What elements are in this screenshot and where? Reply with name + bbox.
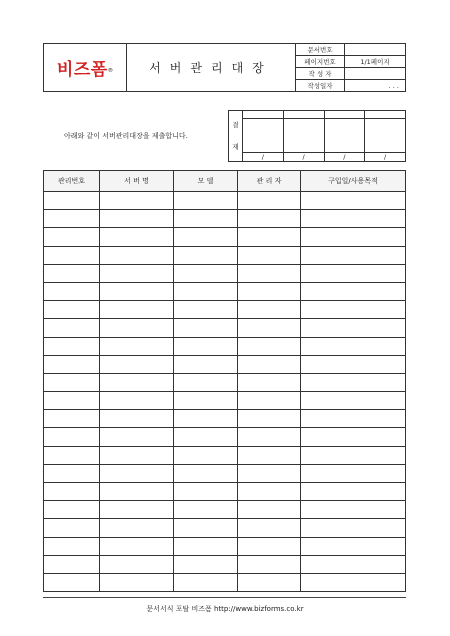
- table-cell[interactable]: [174, 501, 238, 519]
- table-cell[interactable]: [238, 264, 301, 282]
- table-row: [44, 337, 406, 355]
- meta-value-date[interactable]: . . .: [345, 80, 406, 92]
- table-cell[interactable]: [44, 319, 100, 337]
- table-row: [44, 319, 406, 337]
- table-cell[interactable]: [100, 446, 174, 464]
- table-cell[interactable]: [174, 464, 238, 482]
- table-cell[interactable]: [100, 264, 174, 282]
- meta-value-author[interactable]: [345, 68, 406, 80]
- table-cell[interactable]: [301, 410, 406, 428]
- table-cell[interactable]: [174, 246, 238, 264]
- table-cell[interactable]: [100, 392, 174, 410]
- table-cell[interactable]: [44, 192, 100, 210]
- title-cell: [127, 44, 296, 92]
- table-cell[interactable]: [100, 519, 174, 537]
- table-row: [44, 410, 406, 428]
- table-cell[interactable]: [44, 228, 100, 246]
- approval-date-1[interactable]: /: [243, 153, 284, 162]
- table-cell[interactable]: [100, 537, 174, 555]
- table-cell[interactable]: [174, 410, 238, 428]
- table-cell[interactable]: [238, 446, 301, 464]
- table-cell[interactable]: [174, 519, 238, 537]
- approver-sign-3[interactable]: [324, 119, 365, 153]
- table-cell[interactable]: [44, 355, 100, 373]
- table-cell[interactable]: [238, 428, 301, 446]
- table-cell[interactable]: [100, 573, 174, 591]
- table-cell[interactable]: [238, 337, 301, 355]
- table-cell[interactable]: [44, 282, 100, 300]
- table-cell[interactable]: [100, 192, 174, 210]
- table-cell[interactable]: [238, 501, 301, 519]
- table-cell[interactable]: [174, 228, 238, 246]
- approval-date-4[interactable]: /: [365, 153, 406, 162]
- table-cell[interactable]: [100, 228, 174, 246]
- table-cell[interactable]: [301, 192, 406, 210]
- meta-label: 작성일자: [296, 80, 345, 92]
- table-cell[interactable]: [174, 337, 238, 355]
- table-cell[interactable]: [100, 210, 174, 228]
- table-cell[interactable]: [44, 301, 100, 319]
- server-list-table: [43, 170, 406, 592]
- table-cell[interactable]: [301, 428, 406, 446]
- table-cell[interactable]: [174, 483, 238, 501]
- table-cell[interactable]: [238, 319, 301, 337]
- table-cell[interactable]: [238, 210, 301, 228]
- table-cell[interactable]: [301, 537, 406, 555]
- table-row: [44, 446, 406, 464]
- table-cell[interactable]: [238, 301, 301, 319]
- table-cell[interactable]: [238, 555, 301, 573]
- table-cell[interactable]: [44, 501, 100, 519]
- table-cell[interactable]: [301, 464, 406, 482]
- table-cell[interactable]: [238, 392, 301, 410]
- table-cell[interactable]: [238, 464, 301, 482]
- table-cell[interactable]: [174, 301, 238, 319]
- meta-label: 페이지번호: [296, 56, 345, 68]
- table-cell[interactable]: [238, 228, 301, 246]
- approval-label-bottom: 재: [232, 143, 239, 151]
- table-row: [44, 246, 406, 264]
- page-title: 서버관리대장: [149, 61, 273, 75]
- table-cell[interactable]: [174, 210, 238, 228]
- table-row: [44, 537, 406, 555]
- table-cell[interactable]: [100, 373, 174, 391]
- table-row: [44, 392, 406, 410]
- table-cell[interactable]: [100, 301, 174, 319]
- table-cell[interactable]: [174, 573, 238, 591]
- footer-divider: [43, 597, 406, 598]
- table-cell[interactable]: [44, 555, 100, 573]
- meta-value-doc-number[interactable]: [345, 44, 406, 56]
- table-cell[interactable]: [174, 555, 238, 573]
- table-cell[interactable]: [44, 373, 100, 391]
- table-row: [44, 573, 406, 591]
- approval-label-top: 결: [232, 121, 239, 129]
- table-row: [44, 373, 406, 391]
- table-cell[interactable]: [301, 337, 406, 355]
- table-cell[interactable]: [301, 573, 406, 591]
- table-row: [44, 483, 406, 501]
- table-cell[interactable]: [301, 355, 406, 373]
- approval-label: [229, 111, 243, 162]
- table-cell[interactable]: [44, 246, 100, 264]
- table-cell[interactable]: [301, 555, 406, 573]
- table-cell[interactable]: [174, 428, 238, 446]
- table-cell[interactable]: [174, 192, 238, 210]
- table-row: [44, 464, 406, 482]
- approver-title-3[interactable]: [324, 111, 365, 119]
- table-cell[interactable]: [174, 373, 238, 391]
- table-cell[interactable]: [100, 282, 174, 300]
- registered-mark: ®: [107, 67, 114, 74]
- table-cell[interactable]: [100, 464, 174, 482]
- table-cell[interactable]: [301, 228, 406, 246]
- approval-date-2[interactable]: /: [283, 153, 324, 162]
- table-cell[interactable]: [174, 446, 238, 464]
- table-cell[interactable]: [238, 373, 301, 391]
- table-cell[interactable]: [44, 537, 100, 555]
- table-cell[interactable]: [174, 355, 238, 373]
- table-row: [44, 301, 406, 319]
- table-cell[interactable]: [301, 519, 406, 537]
- table-row: [44, 355, 406, 373]
- approval-date-3[interactable]: /: [324, 153, 365, 162]
- logo-text: 비즈폼: [56, 60, 108, 80]
- approver-sign-2[interactable]: [283, 119, 324, 153]
- table-cell[interactable]: [301, 373, 406, 391]
- column-header-server: 서 버 명: [100, 171, 174, 192]
- table-row: [44, 428, 406, 446]
- table-cell[interactable]: [301, 246, 406, 264]
- table-cell[interactable]: [301, 301, 406, 319]
- table-cell[interactable]: [238, 519, 301, 537]
- table-cell[interactable]: [44, 392, 100, 410]
- table-row: [44, 555, 406, 573]
- table-cell[interactable]: [44, 446, 100, 464]
- table-cell[interactable]: [301, 282, 406, 300]
- table-cell[interactable]: [44, 573, 100, 591]
- table-cell[interactable]: [174, 392, 238, 410]
- table-cell[interactable]: [301, 446, 406, 464]
- table-cell[interactable]: [44, 464, 100, 482]
- approver-title-2[interactable]: [283, 111, 324, 119]
- table-cell[interactable]: [238, 246, 301, 264]
- table-cell[interactable]: [100, 428, 174, 446]
- approver-title-4[interactable]: [365, 111, 406, 119]
- table-cell[interactable]: [44, 410, 100, 428]
- table-cell[interactable]: [238, 355, 301, 373]
- column-header-purchase-purpose: 구입일/사용목적: [301, 171, 406, 192]
- table-cell[interactable]: [44, 264, 100, 282]
- approver-sign-4[interactable]: [365, 119, 406, 153]
- table-cell[interactable]: [100, 246, 174, 264]
- document-header: [43, 43, 406, 92]
- table-cell[interactable]: [44, 428, 100, 446]
- table-cell[interactable]: [100, 501, 174, 519]
- table-cell[interactable]: [301, 210, 406, 228]
- table-row: [44, 264, 406, 282]
- table-cell[interactable]: [100, 355, 174, 373]
- table-row: [44, 228, 406, 246]
- column-header-id: 관리번호: [44, 171, 100, 192]
- approval-box: [228, 110, 406, 162]
- approver-sign-1[interactable]: [243, 119, 284, 153]
- table-row: [44, 192, 406, 210]
- column-header-manager: 관 리 자: [238, 171, 301, 192]
- table-cell[interactable]: [174, 282, 238, 300]
- meta-label: 문서번호: [296, 44, 345, 56]
- table-cell[interactable]: [301, 319, 406, 337]
- table-cell[interactable]: [100, 483, 174, 501]
- table-cell[interactable]: [301, 501, 406, 519]
- logo: [44, 44, 127, 92]
- table-row: [44, 210, 406, 228]
- table-cell[interactable]: [44, 337, 100, 355]
- table-cell[interactable]: [44, 519, 100, 537]
- table-cell[interactable]: [238, 483, 301, 501]
- table-body: [44, 192, 406, 592]
- table-cell[interactable]: [301, 483, 406, 501]
- table-cell[interactable]: [238, 410, 301, 428]
- column-header-model: 모 델: [174, 171, 238, 192]
- footer-text: 문서서식 포탈 비즈폼 http://www.bizforms.co.kr: [146, 605, 304, 613]
- intro-text: 아래와 같이 서버관리대장을 제출합니다.: [64, 132, 188, 140]
- table-row: [44, 519, 406, 537]
- table-cell[interactable]: [174, 319, 238, 337]
- table-cell[interactable]: [100, 555, 174, 573]
- table-cell[interactable]: [174, 537, 238, 555]
- table-cell[interactable]: [100, 337, 174, 355]
- table-cell[interactable]: [174, 264, 238, 282]
- table-cell[interactable]: [238, 192, 301, 210]
- table-row: [44, 282, 406, 300]
- table-cell[interactable]: [301, 264, 406, 282]
- table-cell[interactable]: [301, 392, 406, 410]
- approver-title-1[interactable]: [243, 111, 284, 119]
- table-cell[interactable]: [238, 573, 301, 591]
- meta-value-page-number: 1/1페이지: [345, 56, 406, 68]
- table-cell[interactable]: [44, 210, 100, 228]
- table-cell[interactable]: [238, 282, 301, 300]
- meta-label: 작 성 자: [296, 68, 345, 80]
- table-cell[interactable]: [100, 410, 174, 428]
- table-cell[interactable]: [238, 537, 301, 555]
- table-cell[interactable]: [44, 483, 100, 501]
- table-cell[interactable]: [100, 319, 174, 337]
- table-row: [44, 501, 406, 519]
